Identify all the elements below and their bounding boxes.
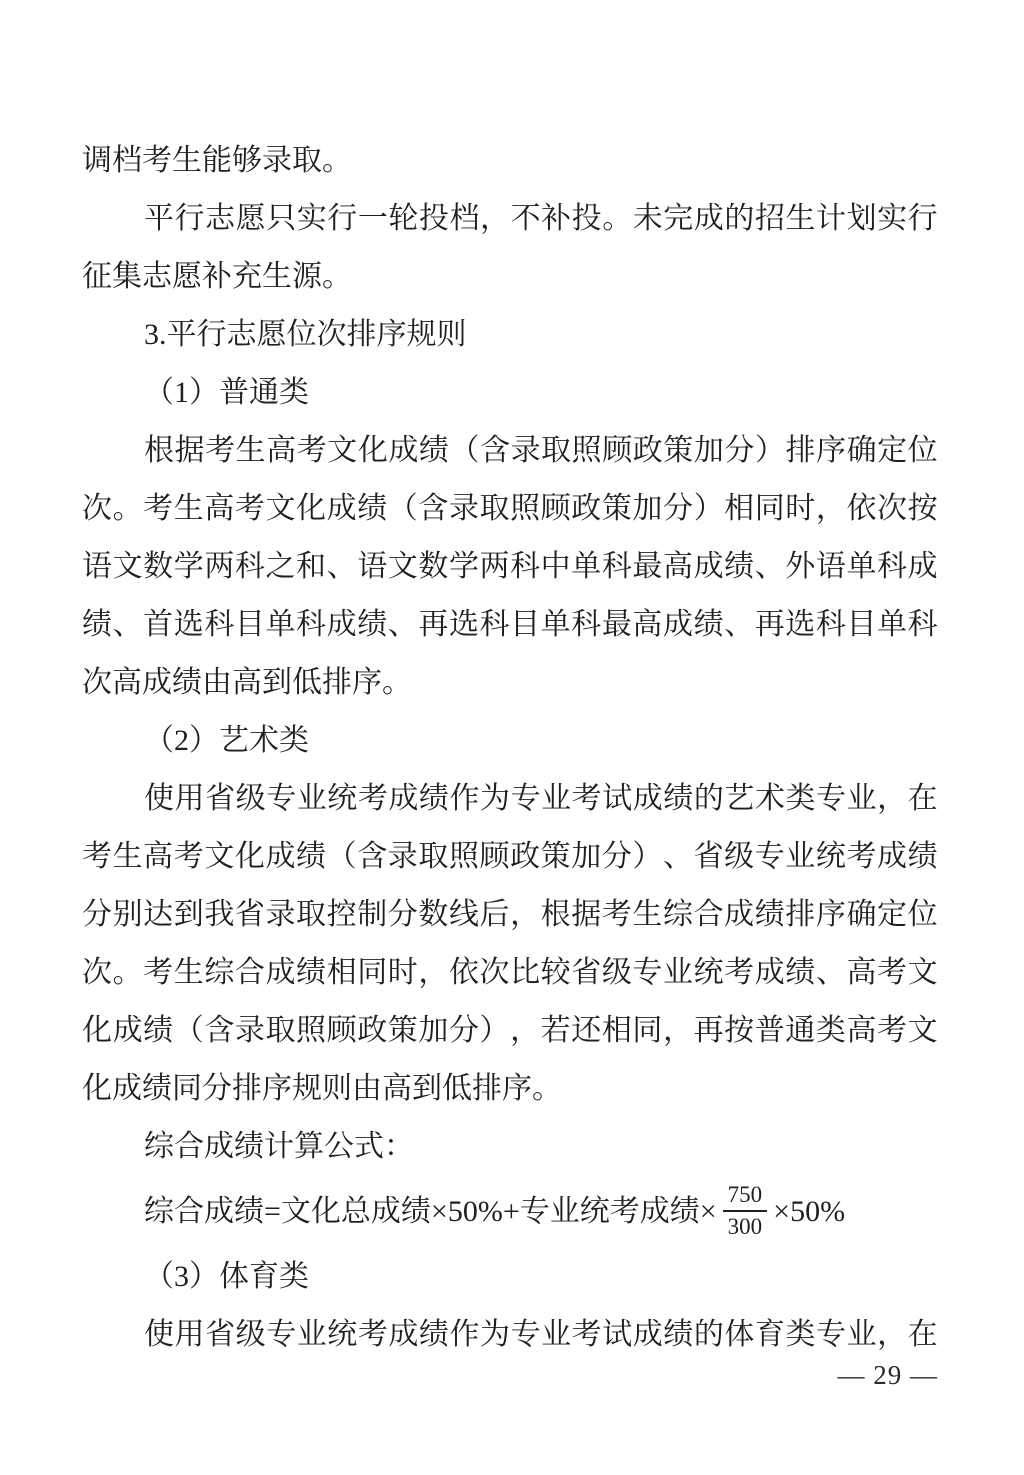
fraction	[723, 1182, 768, 1241]
document-body	[82, 132, 938, 1364]
formula-prefix: 综合成绩=文化总成绩×50%+专业统考成绩×	[144, 1195, 717, 1228]
formula-line	[82, 1176, 938, 1248]
text-line: 考 生 高 考 文 化 成 绩 （ 含 录 取 照 顾 政 策 加 分 ） 、 省 级 专 业 统 考 成 绩	[82, 840, 938, 873]
text-line: 语 文 数 学 两 科 之 和 、 语 文 数 学 两 科 中 单 科 最 高 成 绩 、 外 语 单 科 成	[82, 550, 938, 583]
text-line: 次高成绩由高到低排序。	[82, 666, 412, 699]
text-line: （2）艺术类	[144, 724, 309, 757]
text-line: 调档考生能够录取。	[82, 144, 352, 177]
fraction-numerator: 750	[723, 1182, 768, 1212]
text-line: 次 。 考 生 综 合 成 绩 相 同 时 ， 依 次 比 较 省 级 专 业 统 考 成 绩 、 高 考 文	[82, 956, 938, 989]
text-line: 绩 、 首 选 科 目 单 科 成 绩 、 再 选 科 目 单 科 最 高 成 绩 、 再 选 科 目 单 科	[82, 608, 938, 641]
text-line: （1）普通类	[144, 376, 309, 409]
text-line: 使 用 省 级 专 业 统 考 成 绩 作 为 专 业 考 试 成 绩 的 艺 术 类 专 业 ， 在	[144, 782, 938, 815]
fraction-denominator: 300	[727, 1214, 763, 1239]
formula-suffix: ×50%	[773, 1195, 846, 1228]
text-line: 根 据 考 生 高 考 文 化 成 绩 （ 含 录 取 照 顾 政 策 加 分 ） 排 序 确 定 位	[144, 434, 938, 467]
text-line: 使 用 省 级 专 业 统 考 成 绩 作 为 专 业 考 试 成 绩 的 体 育 类 专 业 ， 在	[144, 1318, 938, 1351]
text-line: 化 成 绩 （ 含 录 取 照 顾 政 策 加 分 ） ， 若 还 相 同 ， 再 按 普 通 类 高 考 文	[82, 1014, 938, 1047]
text-line: 3.平行志愿位次排序规则	[144, 318, 467, 351]
text-line: 分 别 达 到 我 省 录 取 控 制 分 数 线 后 ， 根 据 考 生 综 合 成 绩 排 序 确 定 位	[82, 898, 938, 931]
page-number: — 29 —	[837, 1360, 938, 1390]
text-line: 征集志愿补充生源。	[82, 260, 352, 293]
text-line: （3）体育类	[144, 1260, 309, 1293]
text-line: 化成绩同分排序规则由高到低排序。	[82, 1072, 562, 1105]
text-line: 综合成绩计算公式：	[144, 1130, 414, 1163]
text-line: 平 行 志 愿 只 实 行 一 轮 投 档 ， 不 补 投 。 未 完 成 的 招 生 计 划 实 行	[144, 202, 938, 235]
text-line: 次 。 考 生 高 考 文 化 成 绩 （ 含 录 取 照 顾 政 策 加 分 ） 相 同 时 ， 依 次 按	[82, 492, 938, 525]
